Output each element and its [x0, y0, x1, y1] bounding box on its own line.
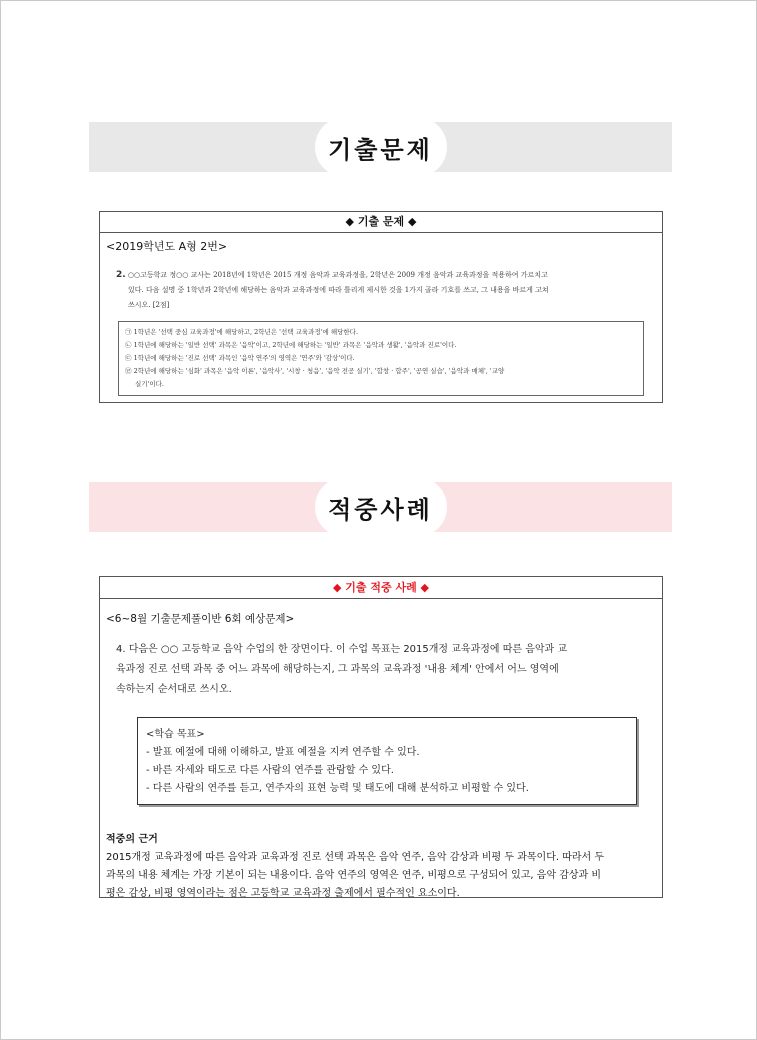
exam-question-line: 있다. 다음 설명 중 1학년과 2학년에 해당하는 음악과 교육과정에 따라 틀리게 제시한 것을 1가지 골라 기호를 쓰고, 그 내용을 바르게 고쳐	[128, 286, 549, 294]
learning-goals-title: <학습 목표>	[146, 729, 205, 740]
hit-example-box	[99, 576, 663, 898]
exam-section-banner	[89, 122, 672, 172]
exam-source: <2019학년도 A형 2번>	[106, 240, 228, 253]
exam-options-box	[118, 321, 644, 396]
exam-option: ㉣ 2학년에 해당하는 '심화' 과목은 '음악 이론', '음악사', '시창 · 청음', '음악 전공 실기', '합창 · 합주', '공연 실습', '음악과 매체', '교양	[125, 367, 505, 375]
hit-section-banner	[89, 482, 672, 532]
exam-question-line: 쓰시오. [2점]	[128, 301, 170, 309]
basis-line: 2015개정 교육과정에 따른 음악과 교육과정 진로 선택 과목은 음악 연주, 음악 감상과 비평 두 과목이다. 따라서 두	[106, 852, 605, 863]
hit-question-line: 4. 다음은 ○○ 고등학교 음악 수업의 한 장면이다. 이 수업 목표는 2015개정 교육과정에 따른 음악과 교	[116, 644, 568, 655]
exam-option: ㉡ 1학년에 해당하는 '일반 선택' 과목은 '음악'이고, 2학년에 해당하는 '일반' 과목은 '음악과 생활', '음악과 진로'이다.	[125, 341, 457, 349]
learning-goal: - 바른 자세와 태도로 다른 사람의 연주를 관람할 수 있다.	[146, 765, 394, 776]
hit-section-title: 적중사례	[315, 477, 447, 537]
hit-question	[116, 640, 652, 700]
learning-goals-box	[137, 717, 637, 805]
exam-section-title: 기출문제	[315, 117, 447, 177]
exam-box-header: ◆ 기출 문제 ◆	[100, 212, 662, 233]
hit-question-line: 속하는지 순서대로 쓰시오.	[116, 684, 232, 695]
exam-option: ㉢ 1학년에 해당하는 '진로 선택' 과목인 '음악 연주'의 영역은 '연주'와 '감상'이다.	[125, 354, 355, 362]
hit-box-header: ◆ 기출 적중 사례 ◆	[100, 577, 662, 599]
hit-question-line: 육과정 진로 선택 과목 중 어느 과목에 해당하는지, 그 과목의 교육과정 '내용 체계' 안에서 어느 영역에	[116, 664, 559, 675]
learning-goal: - 발표 예절에 대해 이해하고, 발표 예절을 지켜 연주할 수 있다.	[146, 747, 420, 758]
basis-line: 평은 감상, 비평 영역이라는 점은 고등학교 교육과정 출제에서 필수적인 요소이다.	[106, 888, 460, 899]
basis-line: 과목의 내용 체계는 가장 기본이 되는 내용이다. 음악 연주의 영역은 연주, 비평으로 구성되어 있고, 음악 감상과 비	[106, 870, 602, 881]
hit-source: <6~8월 기출문제풀이반 6회 예상문제>	[106, 613, 295, 625]
exam-option: ㉠ 1학년은 '선택 중심 교육과정'에 해당하고, 2학년은 '선택 교육과정'에 해당한다.	[125, 328, 359, 336]
exam-question-number: 2.	[116, 270, 126, 280]
basis-title: 적중의 근거	[106, 834, 158, 845]
exam-question-line: ○○고등학교 정○○ 교사는 2018년에 1학년은 2015 개정 음악과 교육과정을, 2학년은 2009 개정 음악과 교육과정을 적용하여 가르치고	[127, 271, 548, 279]
learning-goal: - 다른 사람의 연주를 듣고, 연주자의 표현 능력 및 태도에 대해 분석하고 비평할 수 있다.	[146, 783, 529, 794]
exam-option: 실기'이다.	[135, 380, 164, 388]
exam-question-box	[99, 211, 663, 403]
hit-basis	[106, 831, 654, 903]
exam-question	[116, 268, 648, 313]
